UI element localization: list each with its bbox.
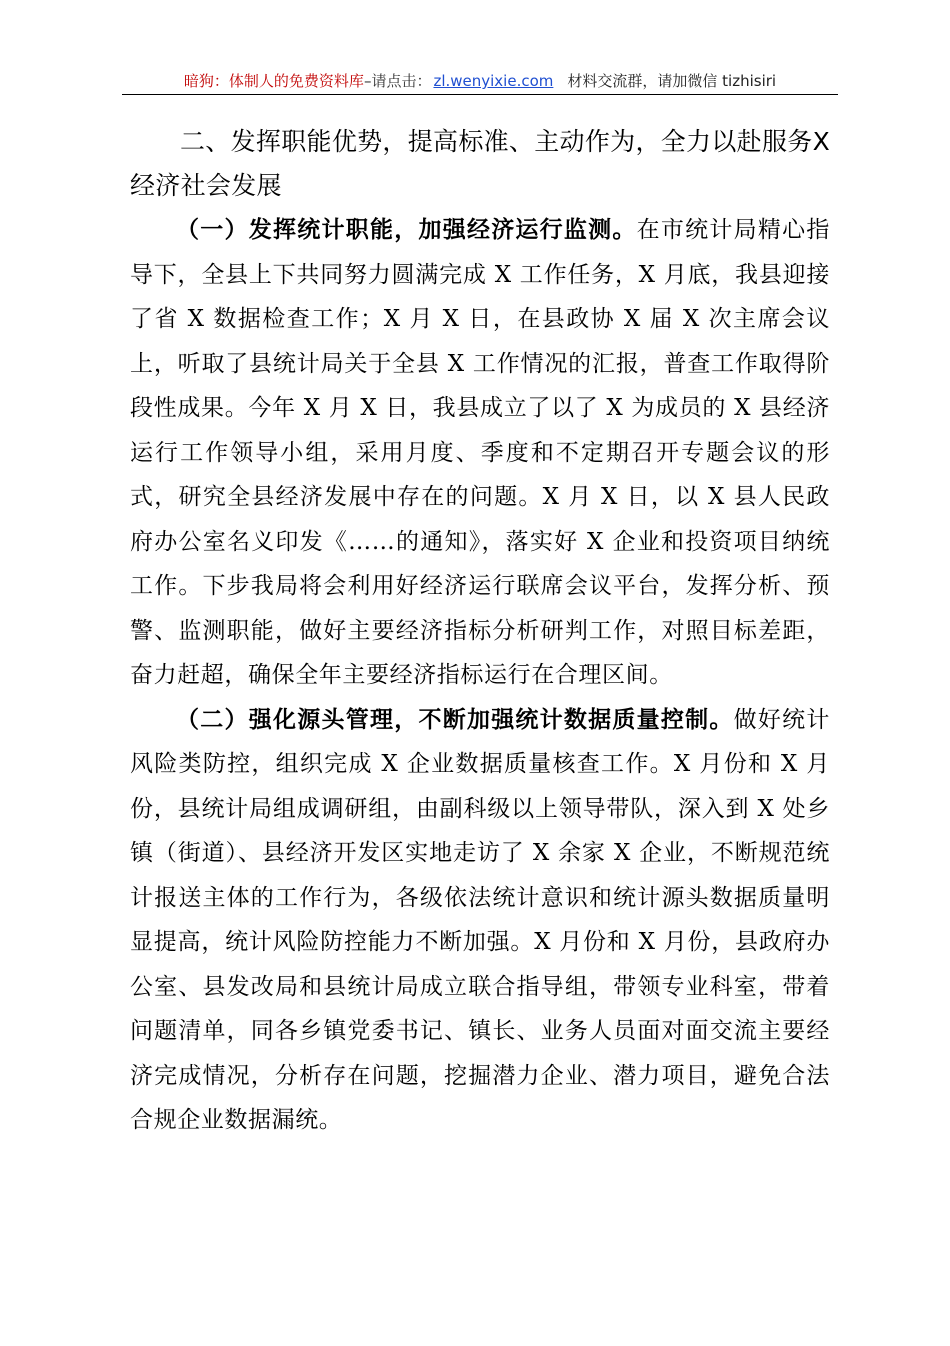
header-brand: 暗狗：体制人的免费资料库 [183,72,364,90]
page-header [122,68,838,95]
document-body [130,120,830,1143]
paragraph-2-body: 做好统计风险类防控，组织完成 X 企业数据质量核查工作。X 月份和 X 月份，县统计局组成调研组，由副科级以上领导带队，深入到 X 处乡镇（街道）、县经济开发区实地走访了 X 余家 X 企业，不断规范统计报送主体的工作行为，各级依法统计意识和统计源头数据质量明显提高，统计风险防控能力不断加强。X 月份和 X 月份，县政府办公室、县发改局和县统计局成立联合指导组，带领专业科室，带着问题清单，同各乡镇党委书记、镇长、业务人员面对面交流主要经济完成情况，分析存在问题，挖掘潜力企业、潜力项目，避免合法合规企业数据漏统。 [130,706,830,1133]
header-contact: 材料交流群，请加微信 tizhisiri [567,72,777,90]
paragraph-2 [130,698,830,1143]
paragraph-2-lead: （二）强化源头管理，不断加强统计数据质量控制。 [176,705,734,733]
header-link[interactable]: zl.wenyixie.com [433,72,554,90]
header-prompt: –请点击： [363,72,432,90]
section-heading: 二、发挥职能优势，提高标准、主动作为，全力以赴服务X经济社会发展 [130,127,830,200]
paragraph-1 [130,208,830,698]
paragraph-1-body: 在市统计局精心指导下，全县上下共同努力圆满完成 X 工作任务，X 月底，我县迎接了省 X 数据检查工作；X 月 X 日，在县政协 X 届 X 次主席会议上，听取了县统计局关于全县 X 工作情况的汇报，普查工作取得阶段性成果。今年 X 月 X 日，我县成立了以了 X 为成员的 X 县经济运行工作领导小组，采用月度、季度和不定期召开专题会议的形式，研究全县经济发展中存在的问题。X 月 X 日，以 X 县人民政府办公室名义印发《……的通知》，落实好 X 企业和投资项目纳统工作。下步我局将会利用好经济运行联席会议平台，发挥分析、预警、监测职能，做好主要经济指标分析研判工作，对照目标差距，奋力赶超，确保全年主要经济指标运行在合理区间。 [130,217,830,688]
paragraph-1-lead: （一）发挥统计职能，加强经济运行监测。 [176,216,637,243]
